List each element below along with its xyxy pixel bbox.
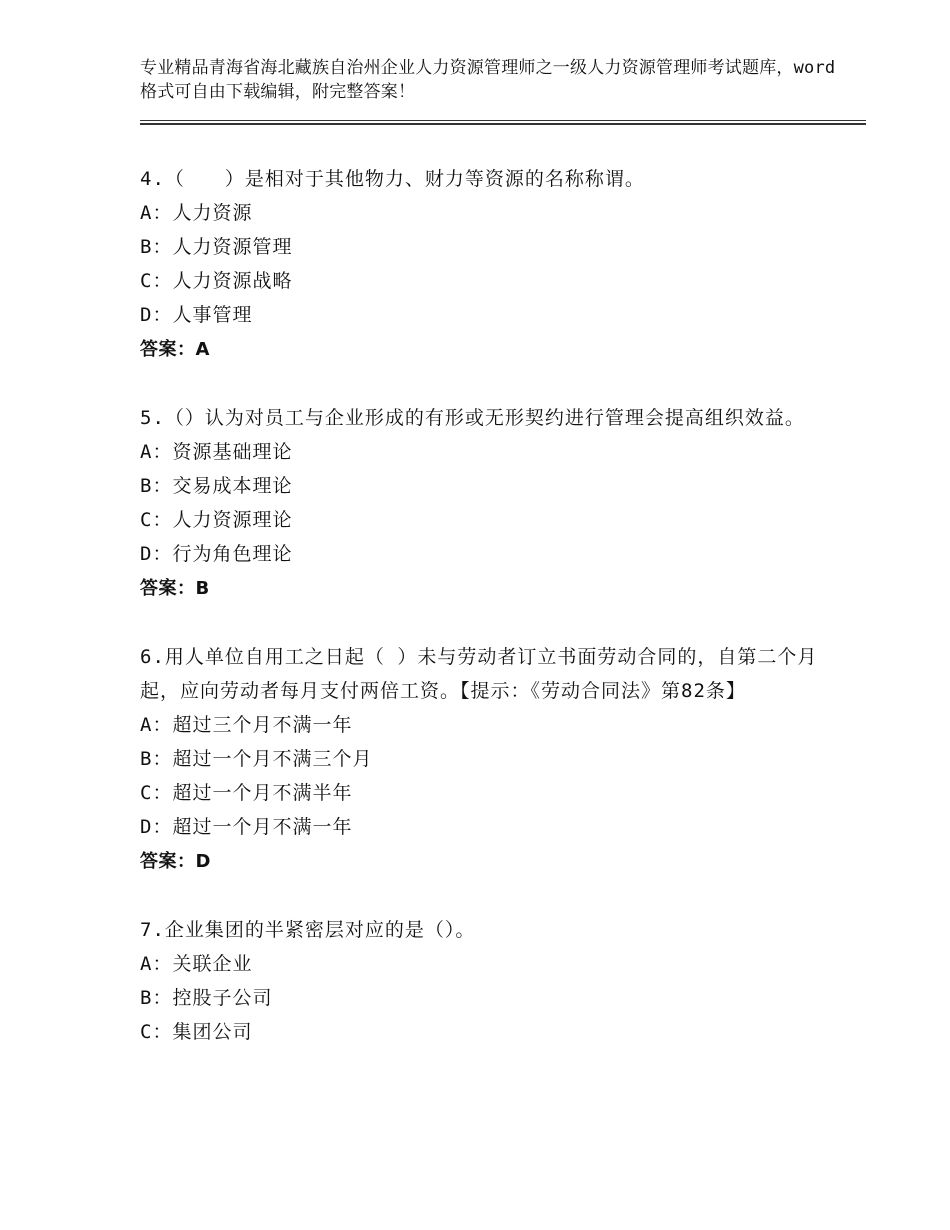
option-a: A：资源基础理论: [140, 441, 293, 463]
header-divider-thin-line: [140, 120, 866, 121]
question-4: [140, 162, 820, 368]
header-divider-thick-line: [140, 123, 866, 125]
question-7: [140, 913, 820, 1049]
option-c: C：超过一个月不满半年: [140, 782, 353, 804]
option-b: B：人力资源管理: [140, 236, 293, 258]
document-header: 专业精品青海省海北藏族自治州企业人力资源管理师之一级人力资源管理师考试题库，word格式可自由下载编辑，附完整答案！: [140, 58, 836, 102]
option-b: B：控股子公司: [140, 987, 273, 1009]
question-text: 5.（）认为对员工与企业形成的有形或无形契约进行管理会提高组织效益。: [140, 407, 805, 429]
question-text: 7.企业集团的半紧密层对应的是（）。: [140, 919, 476, 941]
question-6: [140, 640, 820, 880]
question-text: 6.用人单位自用工之日起（ ）未与劳动者订立书面劳动合同的，自第二个月起，应向劳动者每月支付两倍工资。【提示：《劳动合同法》第82条】: [140, 646, 818, 702]
option-c: C：人力资源理论: [140, 509, 293, 531]
answer-label: 答案：D: [140, 851, 211, 872]
option-b: B：超过一个月不满三个月: [140, 748, 373, 770]
option-d: D：人事管理: [140, 304, 253, 326]
option-b: B：交易成本理论: [140, 475, 293, 497]
option-d: D：行为角色理论: [140, 543, 293, 565]
question-5: [140, 401, 820, 607]
header-divider: [140, 120, 866, 126]
option-c: C：集团公司: [140, 1021, 253, 1043]
answer-label: 答案：B: [140, 578, 210, 599]
question-text: 4.（ ）是相对于其他物力、财力等资源的名称称谓。: [140, 168, 645, 190]
option-d: D：超过一个月不满一年: [140, 816, 353, 838]
option-a: A：关联企业: [140, 953, 253, 975]
option-a: A：人力资源: [140, 202, 253, 224]
option-c: C：人力资源战略: [140, 270, 293, 292]
option-a: A：超过三个月不满一年: [140, 714, 353, 736]
question-list: [140, 162, 820, 1082]
answer-label: 答案：A: [140, 339, 210, 360]
